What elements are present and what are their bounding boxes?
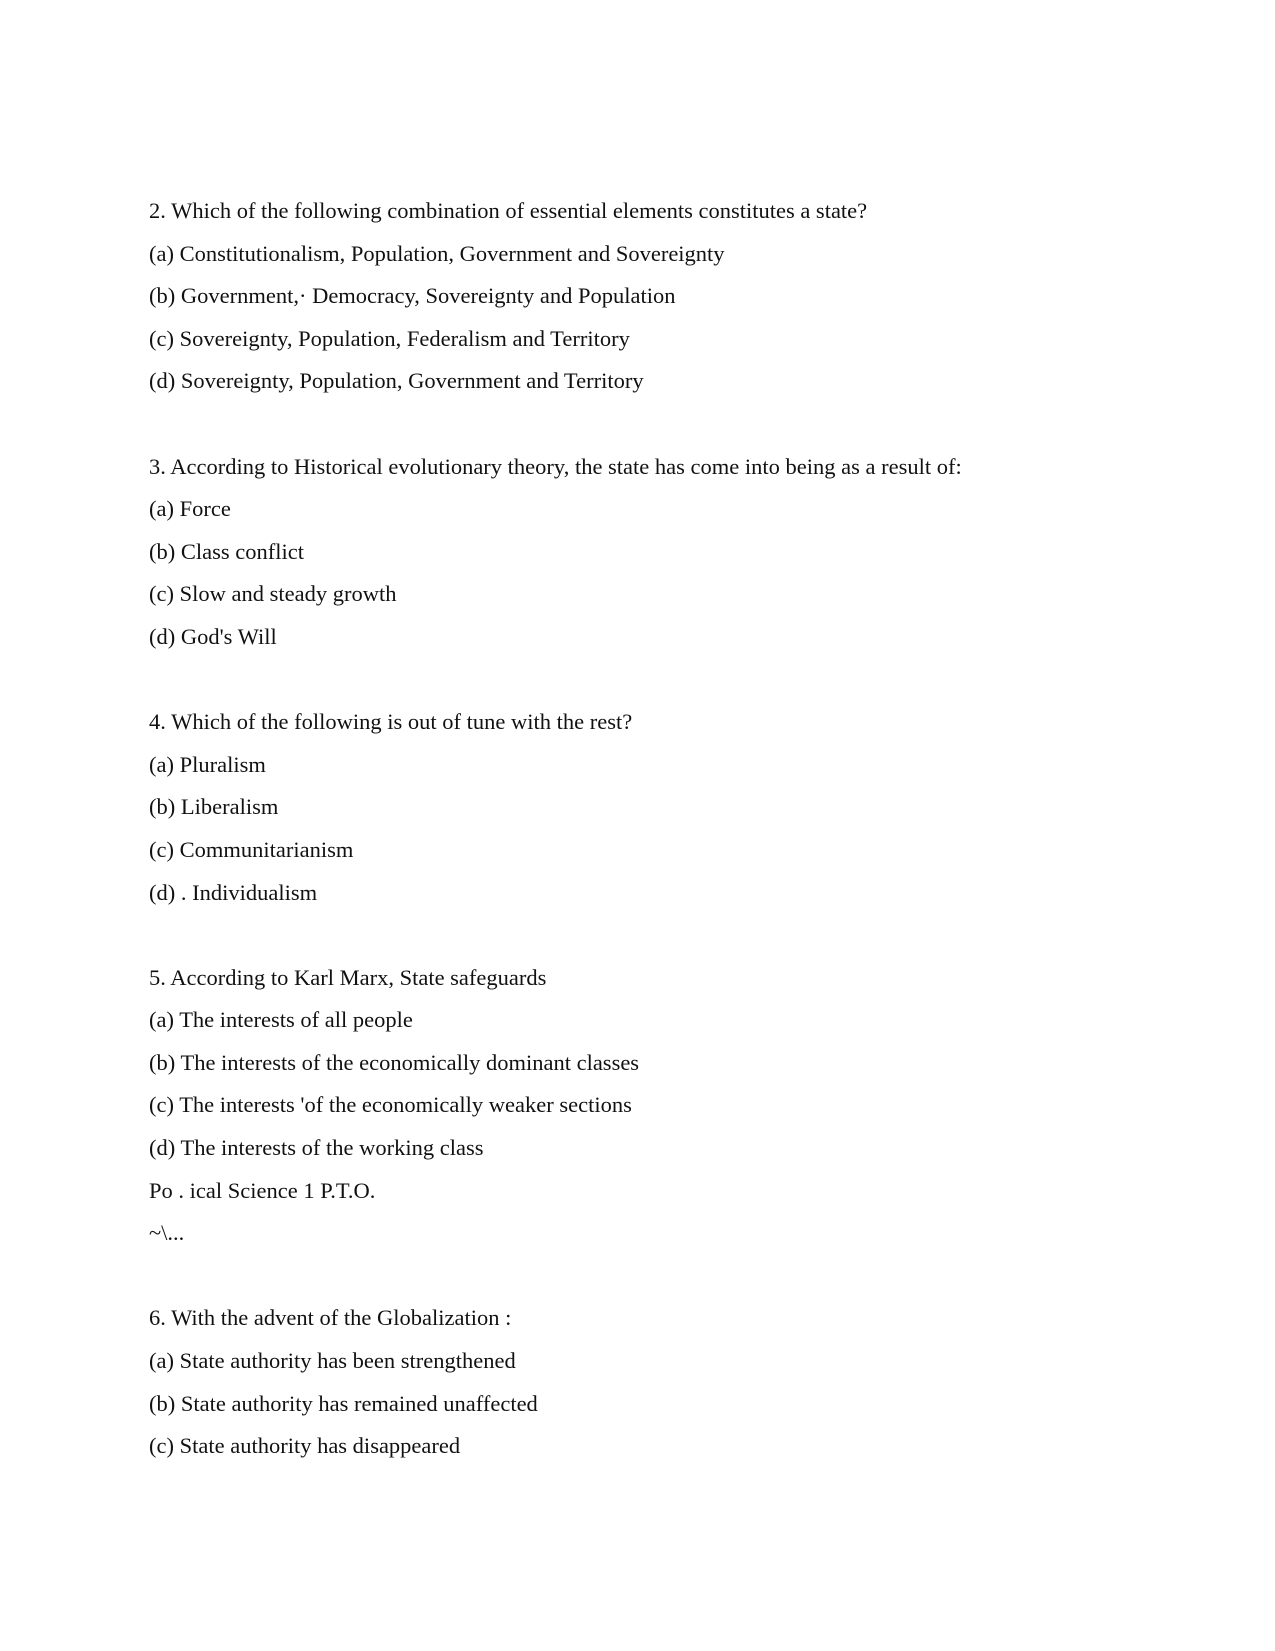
option-a: (a) Force: [149, 496, 231, 522]
option-d: (d) Sovereignty, Population, Government and Territory: [149, 368, 644, 394]
question-6: [149, 1297, 1199, 1467]
footer-marker: ~\...: [149, 1220, 185, 1246]
option-b: (b) Government,· Democracy, Sovereignty and Population: [149, 283, 676, 309]
option-c: (c) The interests 'of the economically weaker sections: [149, 1092, 632, 1118]
option-a: (a) Constitutionalism, Population, Government and Sovereignty: [149, 240, 725, 266]
option-d: (d) God's Will: [149, 623, 277, 649]
option-a: (a) The interests of all people: [149, 1007, 413, 1033]
option-c: (c) Sovereignty, Population, Federalism and Territory: [149, 325, 630, 351]
option-c: (c) State authority has disappeared: [149, 1433, 461, 1459]
spacer: [149, 403, 1199, 446]
option-a: (a) State authority has been strengthened: [149, 1348, 516, 1374]
question-4: [149, 701, 1199, 914]
question-2: [149, 190, 1199, 403]
question-text: 5. According to Karl Marx, State safeguards: [149, 964, 547, 990]
page-footer: [149, 1170, 1199, 1255]
spacer: [149, 1255, 1199, 1298]
option-b: (b) Class conflict: [149, 538, 304, 564]
option-c: (c) Communitarianism: [149, 836, 354, 862]
spacer: [149, 914, 1199, 957]
option-b: (b) Liberalism: [149, 794, 279, 820]
question-text: 3. According to Historical evolutionary theory, the state has come into being as a result of:: [149, 453, 962, 479]
footer-subject-line: Po . ical Science 1 P.T.O.: [149, 1177, 376, 1203]
option-b: (b) The interests of the economically dominant classes: [149, 1049, 640, 1075]
option-d: (d) . Individualism: [149, 879, 318, 905]
option-a: (a) Pluralism: [149, 751, 266, 777]
question-text: 6. With the advent of the Globalization :: [149, 1305, 512, 1331]
option-b: (b) State authority has remained unaffected: [149, 1390, 538, 1416]
question-5: [149, 957, 1199, 1170]
option-c: (c) Slow and steady growth: [149, 581, 397, 607]
option-d: (d) The interests of the working class: [149, 1135, 484, 1161]
question-3: [149, 446, 1199, 659]
spacer: [149, 659, 1199, 702]
question-text: 2. Which of the following combination of essential elements constitutes a state?: [149, 198, 868, 223]
question-text: 4. Which of the following is out of tune with the rest?: [149, 709, 633, 735]
document-page: [149, 190, 1199, 1468]
